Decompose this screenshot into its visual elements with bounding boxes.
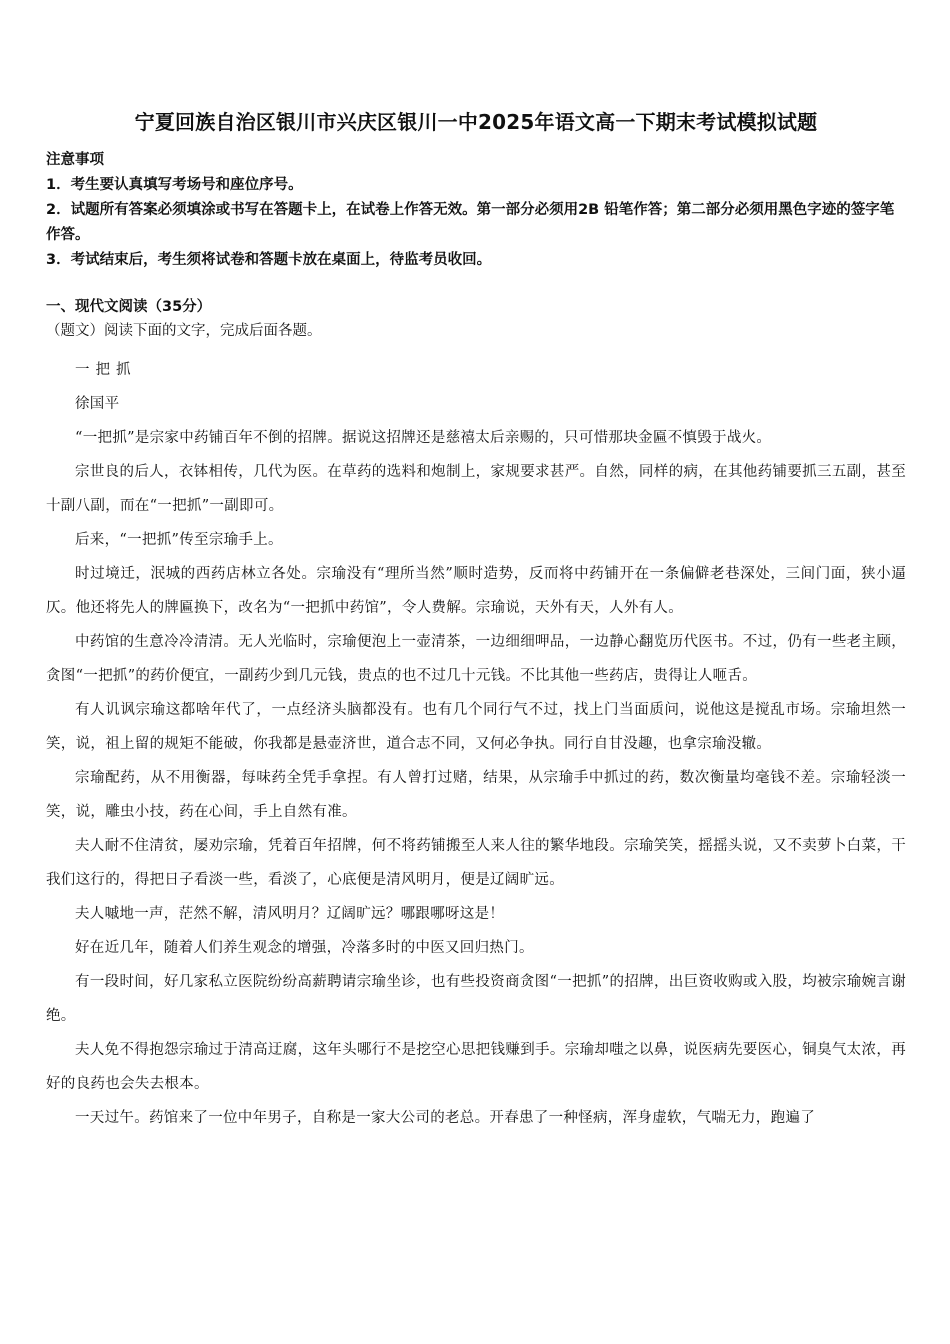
article-paragraph: “一把抓”是宗家中药铺百年不倒的招牌。据说这招牌还是慈禧太后亲赐的，只可惜那块金匾不慎毁于战火。 [75, 430, 772, 446]
notice-block [46, 148, 906, 273]
article-paragraph: 后来，“一把抓”传至宗瑜手上。 [75, 532, 283, 548]
exam-page [46, 108, 906, 1135]
article-paragraph: 中药馆的生意冷冷清清。无人光临时，宗瑜便泡上一壶清茶，一边细细呷品，一边静心翻览历代医书。不过，仍有一些老主顾，贪图“一把抓”的药价便宜，一副药少到几元钱，贵点的也不过几十元钱。不比其他一些药店，贵得让人咂舌。 [46, 634, 906, 684]
article-paragraph: 夫人免不得抱怨宗瑜过于清高迂腐，这年头哪行不是挖空心思把钱赚到手。宗瑜却嗤之以鼻，说医病先要医心，铜臭气太浓，再好的良药也会失去根本。 [46, 1042, 906, 1092]
article-paragraph: 宗瑜配药，从不用衡器，每味药全凭手拿捏。有人曾打过赌，结果，从宗瑜手中抓过的药，数次衡量均毫钱不差。宗瑜轻淡一笑，说，雕虫小技，药在心间，手上自然有准。 [46, 770, 906, 820]
document-title: 宁夏回族自治区银川市兴庆区银川一中2025年语文高一下期末考试模拟试题 [134, 110, 818, 134]
reading-article [46, 353, 906, 1135]
article-paragraph: 时过境迁，泯城的西药店林立各处。宗瑜没有“理所当然”顺时造势，反而将中药铺开在一条偏僻老巷深处，三间门面，狭小逼仄。他还将先人的牌匾换下，改名为“一把抓中药馆”，令人费解。宗瑜说，天外有天，人外有人。 [46, 566, 906, 616]
notice-item: 2．试题所有答案必须填涂或书写在答题卡上，在试卷上作答无效。第一部分必须用2B 铅笔作答；第二部分必须用黑色字迹的签字笔作答。 [46, 202, 895, 243]
section-instruction: （题文）阅读下面的文字，完成后面各题。 [46, 323, 322, 339]
notice-item: 3．考试结束后，考生须将试卷和答题卡放在桌面上，待监考员收回。 [46, 252, 492, 268]
notice-item: 1．考生要认真填写考场号和座位序号。 [46, 177, 303, 193]
article-paragraph: 有一段时间，好几家私立医院纷纷高薪聘请宗瑜坐诊，也有些投资商贪图“一把抓”的招牌，出巨资收购或入股，均被宗瑜婉言谢绝。 [46, 974, 906, 1024]
article-author: 徐国平 [75, 396, 120, 412]
section-heading: 一、现代文阅读（35分） [46, 299, 212, 315]
article-paragraph: 一天过午。药馆来了一位中年男子，自称是一家大公司的老总。开春患了一种怪病，浑身虚软，气喘无力，跑遍了 [75, 1110, 815, 1126]
article-title: 一把抓 [75, 362, 137, 378]
article-paragraph: 夫人嘁地一声，茫然不解，清风明月？辽阔旷远？哪跟哪呀这是！ [75, 906, 505, 922]
article-paragraph: 好在近几年，随着人们养生观念的增强，冷落多时的中医又回归热门。 [75, 940, 534, 956]
article-paragraph: 有人讥讽宗瑜这都啥年代了，一点经济头脑都没有。也有几个同行气不过，找上门当面质问，说他这是搅乱市场。宗瑜坦然一笑，说，祖上留的规矩不能破，你我都是悬壶济世，道合志不同，又何必争执。同行自甘没趣，也拿宗瑜没辙。 [46, 702, 906, 752]
notice-heading: 注意事项 [46, 152, 104, 168]
article-paragraph: 宗世良的后人，衣钵相传，几代为医。在草药的选料和炮制上，家规要求甚严。自然，同样的病，在其他药铺要抓三五副，甚至十副八副，而在“一把抓”一副即可。 [46, 464, 906, 514]
article-paragraph: 夫人耐不住清贫，屡劝宗瑜，凭着百年招牌，何不将药铺搬至人来人往的繁华地段。宗瑜笑笑，摇摇头说，又不卖萝卜白菜，干我们这行的，得把日子看淡一些，看淡了，心底便是清风明月，便是辽阔旷远。 [46, 838, 906, 888]
